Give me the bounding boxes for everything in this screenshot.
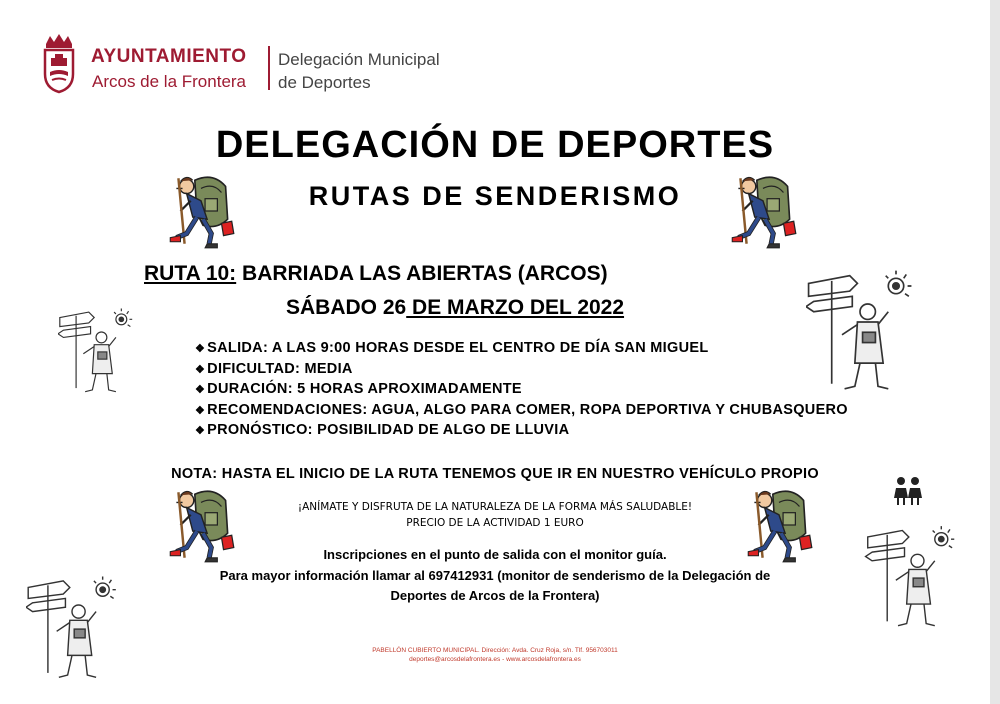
- bullet-icon: ❖: [195, 384, 206, 397]
- bullet-icon: ❖: [195, 404, 206, 417]
- detail-text: SALIDA: A LAS 9:00 HORAS DESDE EL CENTRO DE DÍA SAN MIGUEL: [207, 340, 709, 356]
- route-name: BARRIADA LAS ABIERTAS (ARCOS): [236, 262, 608, 285]
- delegation-line1: Delegación Municipal: [278, 50, 440, 69]
- bullet-icon: ❖: [195, 363, 206, 376]
- org-town: Arcos de la Frontera: [92, 72, 247, 91]
- info-line2: Para mayor información llamar al 697412931 (monitor de senderismo de la Delegación de: [219, 568, 771, 583]
- price-text: PRECIO DE LA ACTIVIDAD 1 EURO: [406, 517, 584, 529]
- date-prefix: SÁBADO 26: [286, 296, 407, 319]
- slogan-text: ¡ANÍMATE Y DISFRUTA DE LA NATURALEZA DE LA FORMA MÁS SALUDABLE!: [297, 501, 693, 513]
- ayuntamiento-logo: [42, 30, 442, 96]
- route-line: [144, 262, 608, 286]
- detail-item: [195, 402, 848, 423]
- page-edge: [990, 0, 1000, 704]
- hiker-signpost-icon: [58, 296, 134, 406]
- delegation-line2: de Deportes: [278, 73, 371, 92]
- date-underlined: DE MARZO DEL 2022: [406, 296, 625, 319]
- logo-divider: [268, 46, 270, 90]
- hiker-signpost-icon: [864, 524, 958, 630]
- route-label: RUTA 10:: [144, 262, 237, 285]
- info-line1: Inscripciones en el punto de salida con el monitor guía.: [323, 547, 667, 562]
- hiker-backpack-icon: [726, 170, 802, 252]
- hiker-backpack-icon: [164, 484, 240, 566]
- detail-text: DIFICULTAD: MEDIA: [207, 360, 353, 377]
- detail-item: [195, 361, 848, 382]
- detail-text: PRONÓSTICO: POSIBILIDAD DE ALGO DE LLUVIA: [207, 422, 570, 439]
- coat-of-arms-icon: [42, 30, 76, 94]
- route-date: [286, 296, 624, 320]
- detail-text: RECOMENDACIONES: AGUA, ALGO PARA COMER, ROPA DEPORTIVA Y CHUBASQUERO: [207, 401, 848, 418]
- detail-item: [195, 340, 848, 361]
- hiker-signpost-icon: [806, 262, 914, 400]
- route-details: [195, 340, 848, 443]
- hiker-backpack-icon: [742, 484, 818, 566]
- info-line3: Deportes de Arcos de la Frontera): [390, 588, 600, 603]
- detail-text: DURACIÓN: 5 HORAS APROXIMADAMENTE: [207, 381, 522, 398]
- note-text: NOTA: HASTA EL INICIO DE LA RUTA TENEMOS QUE IR EN NUESTRO VEHÍCULO PROPIO: [171, 466, 819, 482]
- detail-item: [195, 422, 848, 443]
- detail-item: [195, 381, 848, 402]
- footer-contact: deportes@arcosdelafrontera.es - www.arcosdelafrontera.es: [409, 656, 581, 663]
- bullet-icon: ❖: [195, 425, 206, 438]
- footer-address: PABELLÓN CUBIERTO MUNICIPAL. Dirección: Avda. Cruz Roja, s/n. Tlf. 956703011: [372, 647, 618, 654]
- children-icon: [892, 476, 924, 506]
- bullet-icon: ❖: [195, 343, 206, 355]
- hiker-backpack-icon: [164, 170, 240, 252]
- main-title: DELEGACIÓN DE DEPORTES: [215, 124, 775, 166]
- subtitle: RUTAS DE SENDERISMO: [308, 181, 682, 211]
- org-name: AYUNTAMIENTO: [91, 46, 247, 67]
- hiker-signpost-icon: [26, 574, 118, 682]
